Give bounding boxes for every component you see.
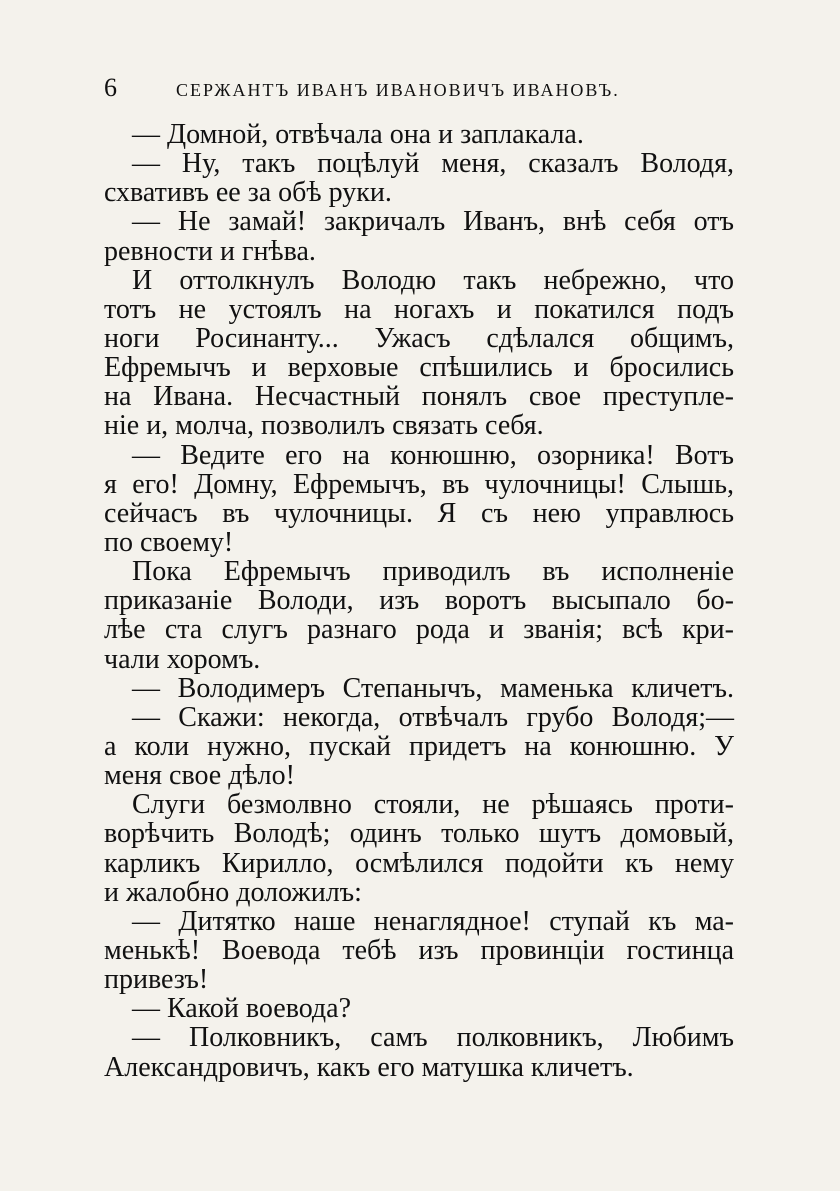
text-line: Александровичъ, какъ его матушка кличетъ.	[104, 1051, 634, 1083]
text-line: — Полковникъ, самъ полковникъ, Любимъ	[132, 1022, 734, 1054]
text-line: меня свое дѣло!	[104, 760, 295, 792]
text-line: — Не замай! закричалъ Иванъ, внѣ себя отъ	[132, 206, 734, 238]
text-line: Слуги безмолвно стояли, не рѣшаясь проти-	[132, 789, 734, 821]
body-text	[104, 120, 734, 1082]
text-line: — Ведите его на конюшню, озорника! Вотъ	[132, 439, 734, 471]
text-line: сейчасъ въ чулочницы. Я съ нею управлюсь	[104, 497, 734, 529]
text-line: Пока Ефремычъ приводилъ въ исполненіе	[132, 556, 734, 588]
text-line: я его! Домну, Ефремычъ, въ чулочницы! Слышь,	[104, 468, 734, 500]
text-line: тотъ не устоялъ на ногахъ и покатился подъ	[104, 293, 734, 325]
text-line: ноги Росинанту... Ужасъ сдѣлался общимъ,	[104, 322, 734, 354]
page-header	[104, 74, 734, 106]
text-line: по своему!	[104, 526, 234, 558]
text-line: — Володимеръ Степанычъ, маменька кличетъ.	[132, 672, 734, 704]
text-line: ворѣчить Володѣ; одинъ только шутъ домовый,	[104, 818, 734, 850]
text-line: — Какой воевода?	[132, 993, 352, 1025]
text-line: Ефремычъ и верховые спѣшились и бросились	[104, 352, 734, 384]
text-line: приказаніе Володи, изъ воротъ высыпало бо-	[104, 585, 734, 617]
text-line: чали хоромъ.	[104, 643, 261, 675]
text-line: — Дитятко наше ненаглядное! ступай къ ма-	[132, 905, 734, 937]
text-line: и жалобно доложилъ:	[104, 876, 362, 908]
text-line: карликъ Кирилло, осмѣлился подойти къ нему	[104, 847, 734, 879]
text-line: менькѣ! Воевода тебѣ изъ провинціи гостинца	[104, 934, 734, 966]
text-line: — Ну, такъ поцѣлуй меня, сказалъ Володя,	[132, 148, 734, 180]
text-line: на Ивана. Несчастный понялъ свое преступле-	[104, 381, 734, 413]
page-number: 6	[104, 73, 117, 102]
text-line: лѣе ста слугъ разнаго рода и званія; всѣ кри-	[104, 614, 734, 646]
text-line: — Домной, отвѣчала она и заплакала.	[132, 119, 584, 150]
text-line: ревности и гнѣва.	[104, 235, 316, 267]
text-line: И оттолкнулъ Володю такъ небрежно, что	[132, 264, 734, 296]
text-line: а коли нужно, пускай придетъ на конюшню. У	[104, 730, 734, 762]
running-title: СЕРЖАНТЪ ИВАНЪ ИВАНОВИЧЪ ИВАНОВЪ.	[176, 80, 620, 100]
text-line: — Скажи: некогда, отвѣчалъ грубо Володя;—	[132, 701, 734, 733]
text-line: привезъ!	[104, 964, 209, 996]
text-line: ніе и, молча, позволилъ связать себя.	[104, 410, 544, 442]
text-line: схвативъ ее за обѣ руки.	[104, 177, 392, 209]
